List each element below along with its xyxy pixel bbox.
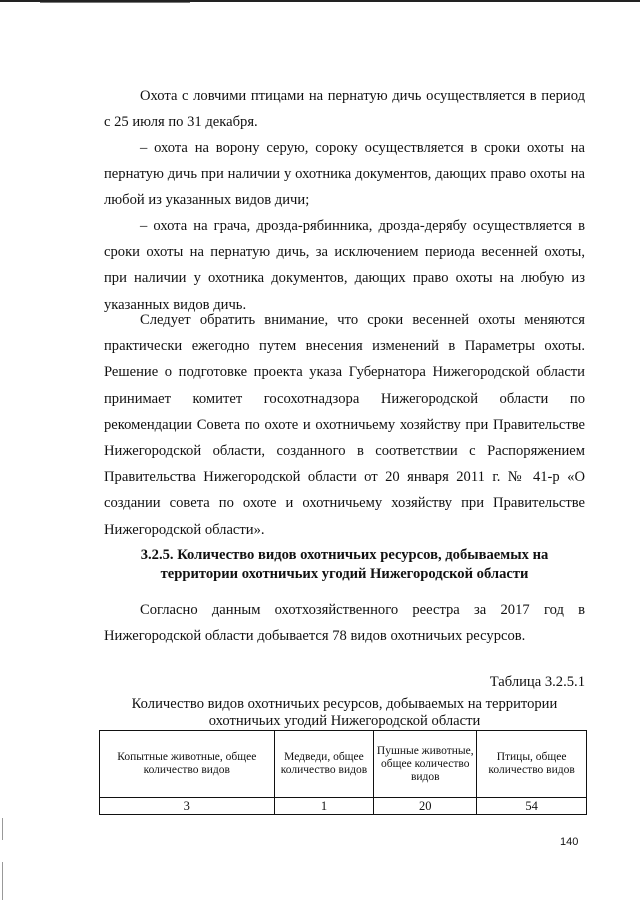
table-caption: Количество видов охотничьих ресурсов, добываемых на территории охотничьих угодий Нижегородской области bbox=[131, 696, 558, 729]
table-label: Таблица 3.2.5.1 bbox=[489, 674, 585, 690]
margin-mark bbox=[2, 862, 3, 900]
paragraph-rook-thrush: – охота на грача, дрозда-рябинника, дрозда-дерябу осуществляется в сроки охоты на пернатую дичь, за исключением периода весенней охоты, при наличии у охотника документов, дающих право охоты на любую из указанных видов дичь. bbox=[104, 218, 585, 313]
margin-mark bbox=[2, 818, 3, 840]
header-bears: Медведи, общее количество видов bbox=[274, 731, 374, 798]
header-birds: Птицы, общее количество видов bbox=[477, 731, 587, 798]
header-fur-animals: Пушные животные, общее количество видов bbox=[374, 731, 477, 798]
paragraph-falconry: Охота с ловчими птицами на пернатую дичь осуществляется в период с 25 июля по 31 декабря. bbox=[104, 88, 585, 131]
section-paragraph: Согласно данным охотхозяйственного реестра за 2017 год в Нижегородской области добывается 78 видов охотничьих ресурсов. bbox=[104, 602, 585, 645]
header-ungulates: Копытные животные, общее количество видов bbox=[100, 731, 275, 798]
section-heading: 3.2.5. Количество видов охотничьих ресурсов, добываемых на территории охотничьих угодий Нижегородской области bbox=[140, 547, 549, 582]
paragraph-spring-hunting: Следует обратить внимание, что сроки весенней охоты меняются практически ежегодно путем внесения изменений в Параметры охоты. Решение о подготовке проекта указа Губернатора Нижегородской области принимает комитет госохотнадзора Нижегородской области по рекомендации Совета по охоте и охотничьему хозяйству при Правительстве Нижегородской области, созданного в соответствии с Распоряжением Правительства Нижегородской области от 20 января 2011 г. № 41-р «О создании совета по охоте и охотничьему хозяйству при Правительстве Нижегородской области». bbox=[104, 312, 585, 538]
table-row bbox=[100, 798, 587, 815]
paragraph-crow-magpie: – охота на ворону серую, сороку осуществляется в сроки охоты на пернатую дичь при наличии у охотника документов, дающих право охоты на любой из указанных видов дичи; bbox=[104, 140, 585, 209]
cell-ungulates: 3 bbox=[100, 798, 275, 815]
cell-birds: 54 bbox=[477, 798, 587, 815]
top-border-shadow bbox=[40, 2, 190, 3]
cell-fur-animals: 20 bbox=[374, 798, 477, 815]
table-header-row bbox=[100, 731, 587, 798]
page-number: 140 bbox=[560, 836, 579, 848]
species-count-table bbox=[99, 730, 587, 815]
cell-bears: 1 bbox=[274, 798, 374, 815]
